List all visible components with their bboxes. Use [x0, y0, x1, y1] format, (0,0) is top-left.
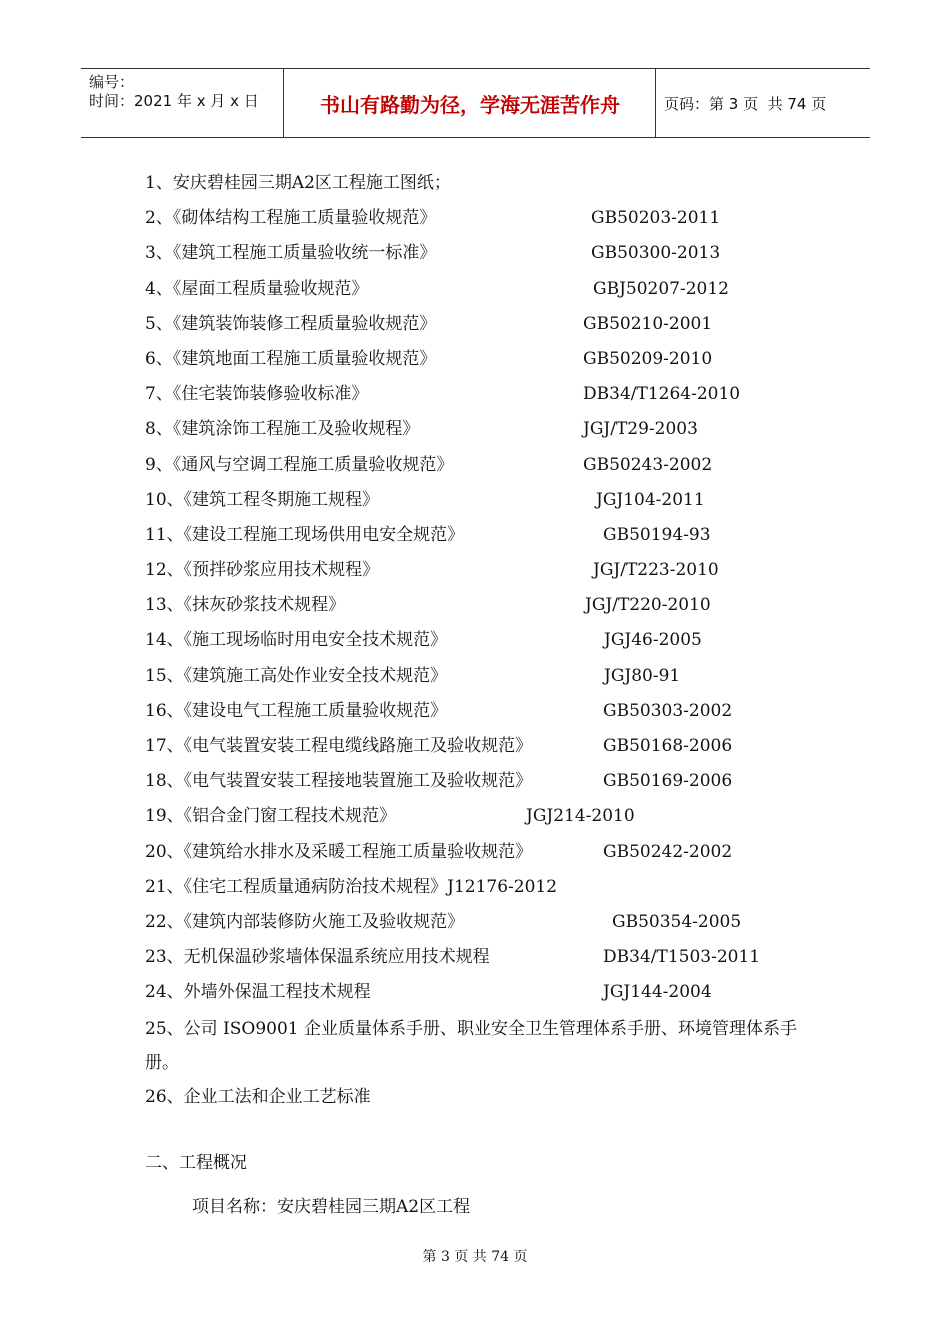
- list-item-title: 16、《建设电气工程施工质量验收规范》: [145, 700, 448, 721]
- standard-code: GB50194-93: [603, 524, 711, 545]
- list-item: [145, 236, 825, 271]
- header-divider: [655, 69, 656, 137]
- standard-code: JGJ144-2004: [603, 982, 712, 1003]
- list-item-title: 6、《建筑地面工程施工质量验收规范》: [145, 348, 437, 369]
- project-name-line: 项目名称：安庆碧桂园三期A2区工程: [192, 1197, 471, 1217]
- list-item: [145, 729, 825, 764]
- list-item: [145, 975, 825, 1010]
- header-meta: [89, 73, 279, 111]
- list-item-title: 10、《建筑工程冬期施工规程》: [145, 489, 380, 510]
- standard-code: JGJ104-2011: [596, 489, 705, 510]
- list-item: [145, 272, 825, 307]
- standard-code: GB50210-2001: [583, 313, 713, 334]
- standard-code: JGJ/T223-2010: [593, 560, 719, 581]
- list-item: [145, 448, 825, 483]
- list-item-title: 8、《建筑涂饰工程施工及验收规程》: [145, 419, 420, 440]
- document-time: 时间：2021 年 x 月 x 日: [89, 92, 259, 110]
- standard-code: DB34/T1264-2010: [583, 384, 741, 405]
- list-item: [145, 623, 825, 658]
- standard-code: JGJ/T220-2010: [585, 595, 711, 616]
- page-footer: 第 3 页 共 74 页: [422, 1249, 528, 1265]
- standard-code: GB50203-2011: [591, 208, 721, 229]
- standard-code: GBJ50207-2012: [593, 278, 729, 299]
- list-item: [145, 940, 825, 975]
- list-item-26: 26、企业工法和企业工艺标准: [145, 1086, 371, 1107]
- list-item-title: 13、《抹灰砂浆技术规程》: [145, 595, 346, 616]
- list-item: [145, 694, 825, 729]
- list-item: [145, 483, 825, 518]
- list-item-title: 19、《铝合金门窗工程技术规范》: [145, 806, 397, 827]
- standard-code: DB34/T1503-2011: [603, 947, 761, 968]
- list-item-title: 17、《电气装置安装工程电缆线路施工及验收规范》: [145, 736, 533, 756]
- list-item-title: 2、《砌体结构工程施工质量验收规范》: [145, 208, 437, 229]
- list-item: [145, 799, 825, 834]
- list-item-title: 3、《建筑工程施工质量验收统一标准》: [145, 243, 437, 264]
- list-item-title: 1、安庆碧桂园三期A2区工程施工图纸；: [145, 173, 451, 193]
- list-item-title: 9、《通风与空调工程施工质量验收规范》: [145, 454, 454, 475]
- list-item: [145, 166, 825, 201]
- list-item-title: 11、《建设工程施工现场供用电安全规范》: [145, 524, 465, 545]
- standard-code: GB50209-2010: [583, 348, 713, 369]
- list-item: [145, 201, 825, 236]
- standard-code: GB50300-2013: [591, 243, 721, 264]
- list-item: [145, 588, 825, 623]
- list-item: [145, 835, 825, 870]
- header-divider: [283, 69, 284, 137]
- header-motto: 书山有路勤为径，学海无涯苦作舟: [320, 92, 620, 117]
- standard-code: GB50243-2002: [583, 454, 713, 475]
- list-item-title: 14、《施工现场临时用电安全技术规范》: [145, 630, 448, 651]
- reference-list: [145, 166, 825, 1115]
- list-item: [145, 659, 825, 694]
- list-item-title: 21、《住宅工程质量通病防治技术规程》J12176-2012: [145, 876, 558, 897]
- list-item: [145, 905, 825, 940]
- standard-code: JGJ46-2005: [604, 630, 702, 651]
- standard-code: JGJ214-2010: [526, 806, 635, 827]
- list-item-title: 7、《住宅装饰装修验收标准》: [145, 384, 369, 405]
- list-item-title: 24、外墙外保温工程技术规程: [145, 982, 371, 1003]
- standard-code: GB50168-2006: [603, 736, 733, 756]
- section-title: 二、工程概况: [145, 1153, 247, 1173]
- list-item-title: 5、《建筑装饰装修工程质量验收规范》: [145, 313, 437, 334]
- list-item-title: 18、《电气装置安装工程接地装置施工及验收规范》: [145, 771, 533, 792]
- page-header: [81, 68, 870, 138]
- list-item: [145, 553, 825, 588]
- standard-code: GB50169-2006: [603, 771, 733, 792]
- standard-code: JGJ/T29-2003: [583, 419, 698, 440]
- list-item: [145, 518, 825, 553]
- list-item: [145, 377, 825, 412]
- header-page-info: 页码：第 3 页 共 74 页: [664, 94, 827, 113]
- standard-code: GB50242-2002: [603, 841, 733, 862]
- list-item: [145, 870, 825, 905]
- standard-code: JGJ80-91: [604, 665, 681, 686]
- standard-code: GB50354-2005: [612, 911, 742, 932]
- document-number-label: 编号：: [89, 73, 135, 91]
- standard-code: GB50303-2002: [603, 700, 733, 721]
- list-item: [145, 412, 825, 447]
- list-item-title: 22、《建筑内部装修防火施工及验收规范》: [145, 911, 465, 932]
- list-item-title: 12、《预拌砂浆应用技术规程》: [145, 560, 380, 581]
- list-item-title: 23、无机保温砂浆墙体保温系统应用技术规程: [145, 947, 490, 968]
- list-item-title: 4、《屋面工程质量验收规范》: [145, 278, 369, 299]
- list-item: [145, 342, 825, 377]
- list-item-title: 15、《建筑施工高处作业安全技术规范》: [145, 665, 448, 686]
- list-item: [145, 764, 825, 799]
- list-item-title: 20、《建筑给水排水及采暖工程施工质量验收规范》: [145, 841, 533, 862]
- list-item: [145, 307, 825, 342]
- list-item-25: 25、公司 ISO9001 企业质量体系手册、职业安全卫生管理体系手册、环境管理体系手册。: [145, 1018, 797, 1073]
